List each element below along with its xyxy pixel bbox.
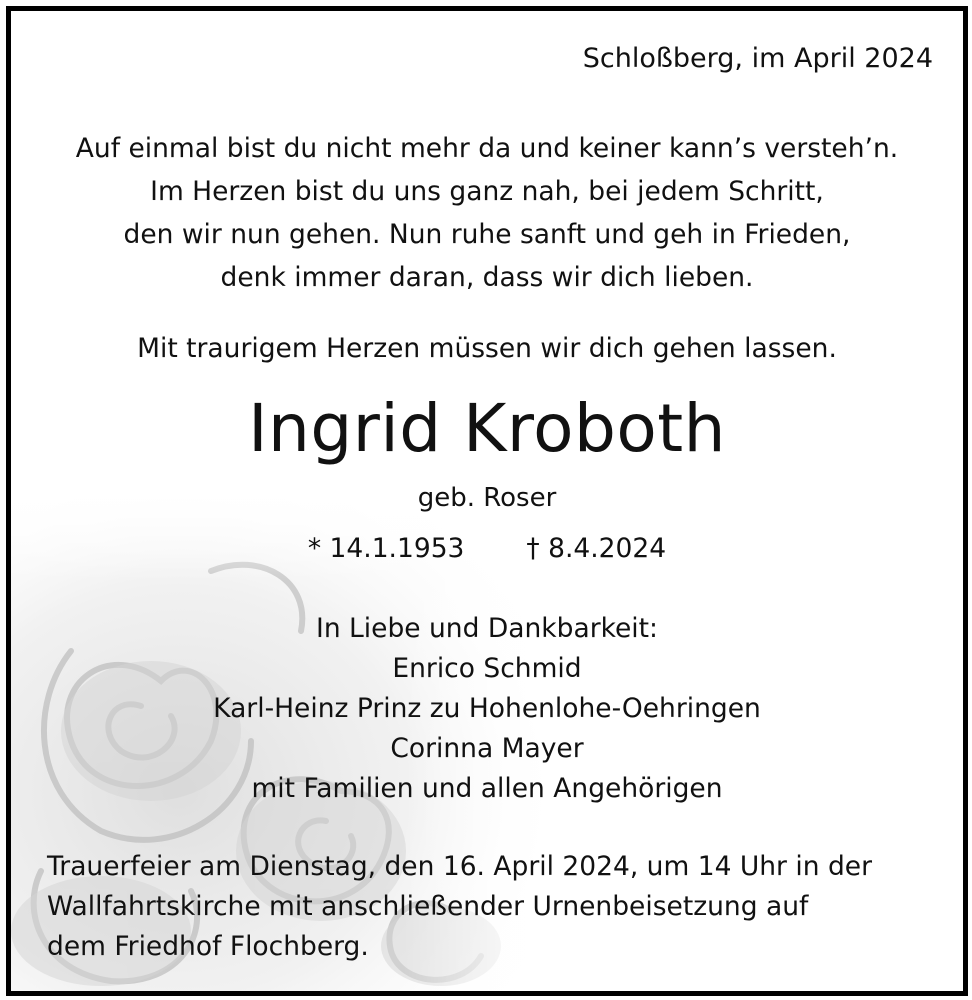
maiden-name: geb. Roser [417,483,557,513]
death-date: † 8.4.2024 [526,533,667,564]
funeral-details [47,847,937,967]
memorial-poem [11,127,963,299]
intro-sentence: Mit traurigem Herzen müssen wir dich gehen lassen. [137,333,837,364]
birth-date: * 14.1.1953 [307,533,465,564]
obituary-notice [6,6,968,996]
deceased-name: Ingrid Kroboth [248,390,726,467]
funeral-line: Trauerfeier am Dienstag, den 16. April 2024, um 14 Uhr in der [47,851,872,882]
mourners-heading: In Liebe und Dankbarkeit: [316,613,658,644]
poem-line: Im Herzen bist du uns ganz nah, bei jedem Schritt, [150,176,824,207]
mourners-list [11,609,963,809]
mourner-name: Enrico Schmid [392,653,582,684]
poem-line: denk immer daran, dass wir dich lieben. [220,262,754,293]
mourner-name: Karl-Heinz Prinz zu Hohenlohe-Oehringen [213,693,761,724]
funeral-line: Wallfahrtskirche mit anschließender Urnenbeisetzung auf [47,891,809,922]
mourner-name: Corinna Mayer [390,733,584,764]
place-and-date: Schloßberg, im April 2024 [582,43,933,74]
poem-line: den wir nun gehen. Nun ruhe sanft und geh in Frieden, [123,219,851,250]
life-dates [11,527,963,570]
funeral-line: dem Friedhof Flochberg. [47,931,369,962]
mourner-name: mit Familien und allen Angehörigen [251,773,723,804]
poem-line: Auf einmal bist du nicht mehr da und keiner kann’s versteh’n. [75,133,899,164]
